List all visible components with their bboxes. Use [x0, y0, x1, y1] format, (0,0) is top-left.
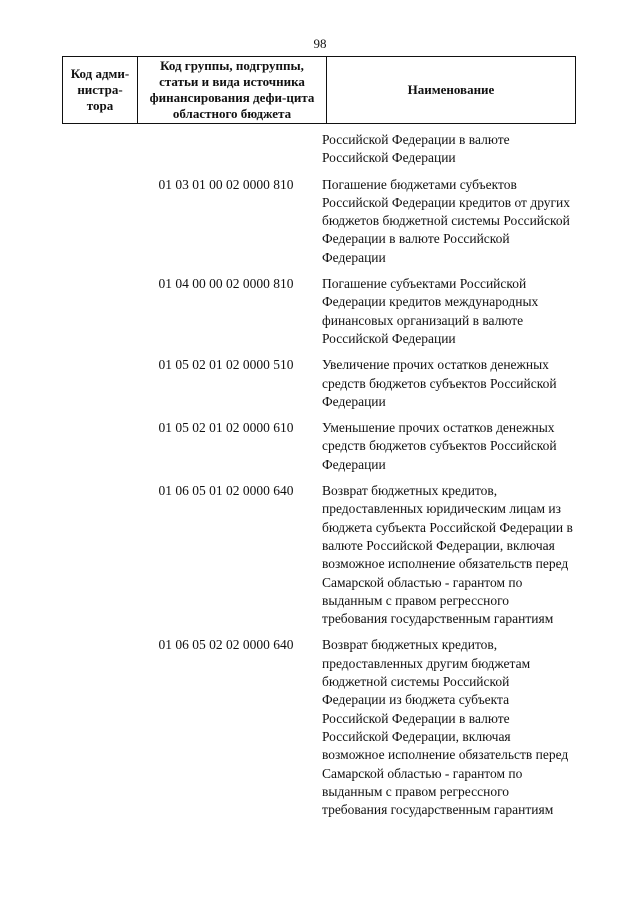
page-number: 98: [313, 36, 327, 51]
admin-cell: [62, 131, 136, 168]
table-header: [62, 56, 576, 124]
code-cell: 01 03 01 00 02 0000 810: [158, 176, 294, 192]
table-row: [62, 176, 576, 267]
table-row: [62, 636, 576, 819]
table-row: [62, 131, 576, 168]
name-cell: Возврат бюджетных кредитов, предоставленных юридическим лицам из бюджета субъекта Российской Федерации в валюте Российской Федерации, включая возможное исполнение обязательств перед Самарской областью - гарантом по выданным с правом регрессного требования государственным гарантиям: [322, 483, 573, 627]
code-cell: 01 06 05 02 02 0000 640: [158, 637, 294, 653]
table-row: [62, 419, 576, 474]
table-row: [62, 275, 576, 348]
admin-cell: [62, 275, 136, 348]
table-row: [62, 356, 576, 411]
admin-cell: [62, 482, 136, 628]
code-cell: 01 04 00 00 02 0000 810: [158, 276, 294, 292]
admin-cell: [62, 636, 136, 819]
admin-cell: [62, 356, 136, 411]
name-cell: Погашение бюджетами субъектов Российской Федерации кредитов от других бюджетов бюджетной системы Российской Федерации в валюте Российской Федерации: [322, 176, 571, 265]
code-cell: 01 05 02 01 02 0000 610: [158, 420, 294, 436]
name-cell: Возврат бюджетных кредитов, предоставленных другим бюджетам бюджетной системы Российской Федерации из бюджета субъекта Российской Федерации в валюте Российской Федерации, включая возможное исполнение обязательств перед Самарской областью - гарантом по выданным с правом регрессного требования государственным гарантиям: [322, 637, 569, 818]
table-body: [62, 131, 576, 819]
code-cell: [136, 131, 316, 168]
name-cell: Погашение субъектами Российской Федерации кредитов международных финансовых организаций в валюте Российской Федерации: [322, 276, 539, 346]
name-cell: Увеличение прочих остатков денежных средств бюджетов субъектов Российской Федерации: [322, 357, 557, 409]
header-name: Наименование: [327, 57, 576, 124]
name-cell: Российской Федерации в валюте Российской Федерации: [322, 132, 510, 166]
admin-cell: [62, 176, 136, 267]
header-source-code: Код группы, подгруппы, статьи и вида источника финансирования дефи-цита областного бюджета: [138, 57, 327, 124]
table-row: [62, 482, 576, 628]
header-admin-code: Код адми-нистра-тора: [63, 57, 138, 124]
code-cell: 01 05 02 01 02 0000 510: [158, 357, 294, 373]
code-cell: 01 06 05 01 02 0000 640: [158, 483, 294, 499]
admin-cell: [62, 419, 136, 474]
name-cell: Уменьшение прочих остатков денежных средств бюджетов субъектов Российской Федерации: [322, 420, 557, 472]
